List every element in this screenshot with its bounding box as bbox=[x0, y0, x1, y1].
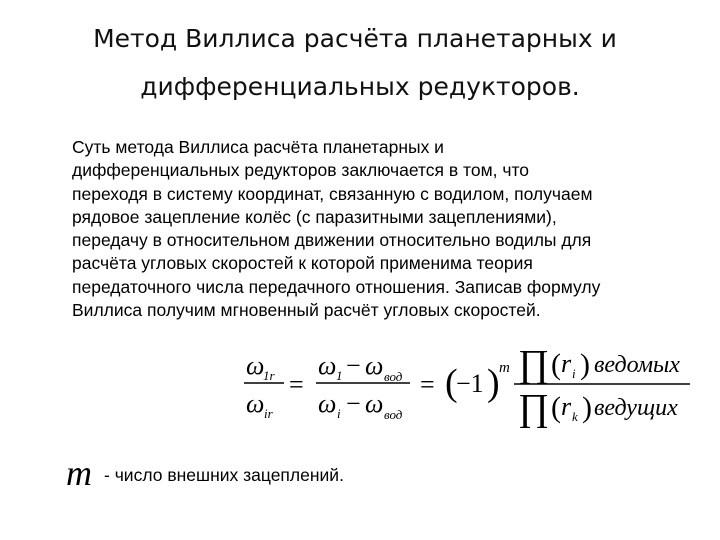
formula-sub: i bbox=[572, 366, 576, 381]
formula-sub: i bbox=[337, 406, 341, 421]
footnote bbox=[66, 452, 344, 494]
formula-paren-left: ( bbox=[551, 348, 561, 381]
formula-paren-right: ) bbox=[582, 391, 592, 424]
body-line: дифференциальных редукторов заключается в том, что bbox=[72, 160, 530, 181]
formula-omega: ω bbox=[246, 351, 265, 380]
body-line: Суть метода Виллиса расчёта планетарных и bbox=[72, 137, 444, 157]
formula-equals: = bbox=[420, 370, 435, 399]
formula-r: r bbox=[561, 392, 572, 421]
formula-r: r bbox=[561, 349, 572, 378]
formula-sub: вод bbox=[384, 369, 403, 384]
body-line: передачу в относительном движении относительно водилы для bbox=[72, 230, 592, 251]
formula-word: ведущих bbox=[594, 395, 678, 421]
formula-paren-right: ) bbox=[487, 362, 500, 404]
body-line: расчёта угловых скоростей к которой применима теория bbox=[72, 253, 533, 274]
formula-minus-one: −1 bbox=[456, 369, 484, 398]
formula-sub: k bbox=[572, 409, 578, 424]
formula-word: ведомых bbox=[594, 352, 680, 378]
formula-omega: ω bbox=[318, 389, 337, 418]
body-line: Виллиса получим мгновенный расчёт угловых скоростей. bbox=[72, 300, 541, 321]
formula-omega: ω bbox=[246, 389, 265, 418]
formula-minus: − bbox=[346, 351, 361, 380]
formula-omega: ω bbox=[365, 389, 384, 418]
formula-exponent: m bbox=[499, 360, 510, 376]
formula-omega: ω bbox=[365, 351, 384, 380]
formula-omega: ω bbox=[318, 351, 337, 380]
title-line-2: дифференциальных редукторов. bbox=[140, 72, 580, 101]
formula-paren-left: ( bbox=[551, 391, 561, 424]
body-line: рядовое зацепление колёс (с паразитными зацеплениями), bbox=[72, 206, 557, 227]
formula-equals: = bbox=[289, 370, 304, 399]
formula-paren-left: ( bbox=[445, 362, 458, 404]
body-line: передаточного числа передачного отношения. Записав формулу bbox=[72, 276, 601, 297]
formula-minus: − bbox=[346, 389, 361, 418]
formula-sub: ir bbox=[264, 406, 273, 421]
formula-product: ∏ bbox=[518, 343, 550, 385]
formula-product: ∏ bbox=[518, 387, 550, 429]
formula-paren-right: ) bbox=[580, 348, 590, 381]
footnote-text: - число внешних зацеплений. bbox=[104, 465, 344, 485]
formula-sub: 1r bbox=[263, 368, 275, 383]
body-line: переходя в систему координат, связанную с водилом, получаем bbox=[72, 183, 593, 204]
formula-sub: 1 bbox=[336, 368, 343, 383]
title-line-1: Метод Виллиса расчёта планетарных и bbox=[93, 24, 617, 53]
m-symbol: m bbox=[66, 453, 92, 493]
formula-sub: вод bbox=[384, 407, 403, 422]
